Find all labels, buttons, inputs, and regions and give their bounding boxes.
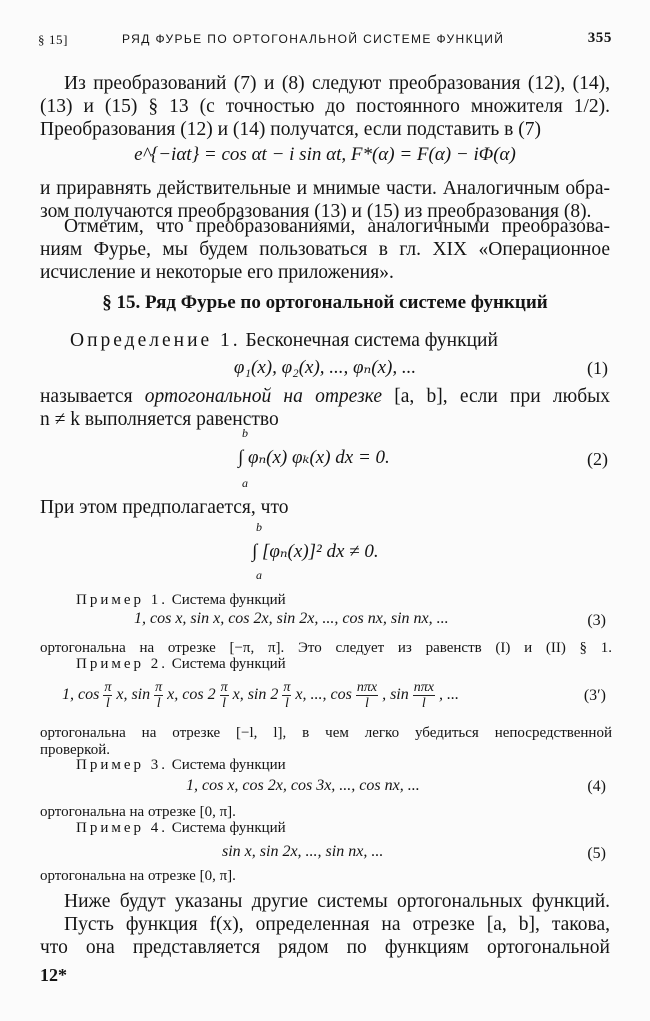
example-text: Система функций	[171, 820, 286, 836]
text-line: Ниже будут указаны другие системы ортогональных функций.	[64, 891, 610, 912]
equation-number: (5)	[587, 845, 606, 862]
text-fragment: [a, b], если при любых	[381, 386, 610, 407]
section-title: § 15. Ряд Фурье по ортогональной системе функций	[102, 292, 548, 313]
denominator: l	[421, 696, 426, 711]
euler-formula	[0, 144, 650, 166]
text-line: исчисление и некоторые его приложения».	[40, 262, 394, 283]
text-line: ортогональна на отрезке [0, π].	[40, 804, 236, 820]
assumption-line	[40, 496, 610, 519]
definition-body	[40, 385, 610, 431]
example-text: Система функции	[171, 757, 286, 773]
text-line: При этом предполагается, что	[40, 497, 289, 518]
equation-number: (3′)	[583, 687, 606, 704]
formula-text: e^{−iαt} = cos αt − i sin αt, F*(α) = F(α) − iΦ(α)	[134, 144, 516, 165]
example-3-after	[40, 804, 612, 821]
integral-nonzero	[252, 520, 379, 582]
denominator: l	[365, 696, 369, 711]
lower-limit: a	[242, 476, 248, 490]
formula-text: φ₁(x), φ₂(x), ..., φₙ(x), ...	[233, 357, 417, 378]
text-line: зом получаются преобразования (13) и (15) из преобразования (8).	[40, 201, 592, 222]
text-line: ниям Фурье, мы будем пользоваться в гл. XIX «Операционное	[40, 239, 610, 260]
example-1-after	[40, 640, 612, 657]
text-line: Из преобразований (7) и (8) следуют преобразования (12), (14),	[64, 73, 610, 94]
fraction	[220, 680, 229, 711]
integral-text: ∫ [φₙ(x)]² dx ≠ 0.	[252, 541, 379, 562]
fraction	[413, 680, 435, 711]
paragraph-transforms	[40, 72, 610, 141]
text-line: Преобразования (12) и (14) получатся, если подставить в (7)	[40, 119, 541, 140]
fraction	[103, 680, 112, 711]
denominator: l	[156, 696, 161, 711]
text-line: ортогональна на отрезке [−l, l], в чем легко убедиться непосредственной	[40, 725, 612, 741]
definition-line1	[40, 329, 610, 352]
integral-orthogonality	[238, 426, 390, 490]
fraction	[356, 680, 378, 711]
equation-number: (4)	[587, 778, 606, 795]
example-4-after	[40, 868, 612, 885]
example-2-after	[40, 725, 612, 759]
numerator: π	[283, 680, 291, 695]
example-4-formula: sin x, sin 2x, ..., sin nx, ...	[222, 843, 384, 860]
header-title: РЯД ФУРЬЕ ПО ОРТОГОНАЛЬНОЙ СИСТЕМЕ ФУНКЦИЙ	[122, 32, 505, 46]
fraction	[282, 680, 291, 711]
numerator: π	[155, 680, 163, 695]
definition-label: Определение 1.	[70, 330, 241, 351]
equation-number: (1)	[587, 358, 608, 378]
formula-part: , sin	[382, 686, 409, 704]
formula-part: x, ..., cos	[295, 686, 352, 704]
upper-limit: b	[242, 426, 248, 440]
example-label: Пример 3.	[76, 757, 169, 773]
numerator: π	[104, 680, 112, 695]
text-line: проверкой.	[40, 742, 110, 758]
equation-number: (3)	[587, 612, 606, 629]
header-section: § 15]	[38, 32, 69, 47]
text-line: что она представляется рядом по функциям ортогональной	[40, 937, 610, 958]
lower-limit: a	[256, 568, 262, 582]
formula-part: x, sin	[116, 686, 151, 704]
page-number: 355	[587, 30, 612, 46]
example-text: Система функций	[171, 592, 286, 608]
example-label: Пример 2.	[76, 656, 169, 672]
equation-number: (2)	[587, 449, 608, 469]
signature-mark: 12*	[40, 965, 67, 985]
example-3-formula: 1, cos x, cos 2x, cos 3x, ..., cos nx, ...	[186, 777, 420, 794]
fraction	[154, 680, 163, 711]
text-line: и приравнять действительные и мнимые части. Аналогичным обра-	[40, 178, 610, 199]
denominator: l	[222, 696, 227, 711]
text-line: Пусть функция f(x), определенная на отрезке [a, b], такова,	[64, 914, 610, 935]
text-fragment: называется	[40, 386, 145, 407]
formula-system	[0, 356, 650, 379]
example-3-heading	[40, 757, 612, 774]
integral-text: ∫ φₙ(x) φₖ(x) dx = 0.	[238, 447, 390, 468]
example-label: Пример 4.	[76, 820, 169, 836]
denominator: l	[105, 696, 110, 711]
example-text: Система функций	[171, 656, 286, 672]
text-line: (13) и (15) § 13 (с точностью до постоянного множителя 1/2).	[40, 96, 610, 117]
paragraph-note	[40, 215, 610, 284]
text-line: Отметим, что преобразованиями, аналогичными преобразова-	[64, 216, 610, 237]
numerator: nπx	[356, 680, 378, 695]
text-line: ортогональна на отрезке [−π, π]. Это следует из равенств (I) и (II) § 1.	[40, 640, 612, 656]
definition-text: Бесконечная система функций	[245, 330, 498, 351]
formula-part: , ...	[438, 686, 459, 704]
text-line: n ≠ k выполняется равенство	[40, 409, 279, 430]
formula-part: x, cos 2	[167, 686, 216, 704]
upper-limit: b	[256, 520, 262, 534]
example-1-heading	[40, 592, 612, 609]
example-label: Пример 1.	[76, 592, 169, 608]
text-line: ортогональна на отрезке [0, π].	[40, 868, 236, 884]
running-header	[38, 30, 612, 52]
numerator: π	[220, 680, 228, 695]
formula-part: x, sin 2	[232, 686, 279, 704]
formula-part: 1, cos	[62, 686, 100, 704]
example-1-formula: 1, cos x, sin x, cos 2x, sin 2x, ..., cos nx, sin nx, ...	[134, 610, 449, 627]
numerator: nπx	[413, 680, 434, 695]
example-2-formula	[62, 680, 459, 711]
term-orthogonal: ортогональной на отрезке	[144, 386, 382, 407]
example-2-heading	[40, 656, 612, 673]
denominator: l	[284, 696, 289, 711]
paragraph-closing	[40, 890, 610, 959]
example-4-heading	[40, 820, 612, 837]
